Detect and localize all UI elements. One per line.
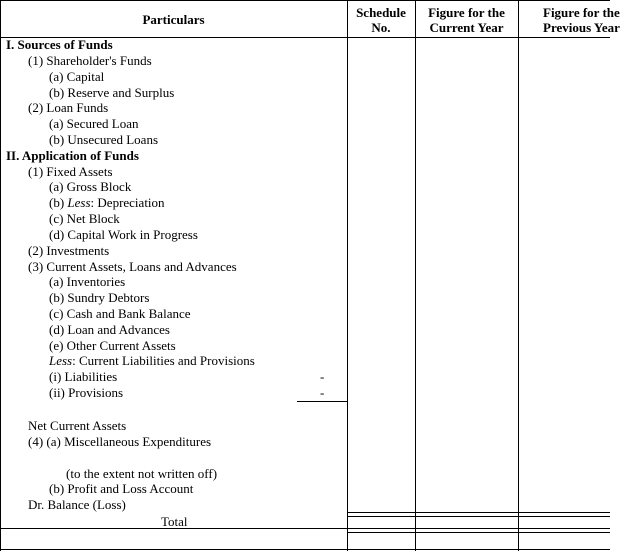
row-not-written-off: (to the extent not written off) — [66, 466, 218, 481]
table-bottom-rule-1 — [0, 528, 610, 529]
provisions-dash: - — [320, 385, 325, 400]
header-schedule-line-2: No. — [371, 20, 391, 35]
total-top-rule-2 — [347, 516, 610, 517]
header-schedule-line-1: Schedule — [356, 5, 406, 20]
table-bottom-rule-2 — [347, 532, 610, 533]
row-inventories: (a) Inventories — [49, 274, 126, 289]
column-divider-1 — [347, 0, 348, 551]
row-net-block: (c) Net Block — [49, 211, 120, 226]
row-fixed-assets: (1) Fixed Assets — [28, 164, 113, 179]
row-profit-loss: (b) Profit and Loss Account — [49, 481, 194, 496]
row-sources-of-funds: I. Sources of Funds — [6, 37, 113, 52]
header-schedule — [347, 5, 415, 35]
row-dr-balance: Dr. Balance (Loss) — [28, 497, 126, 512]
row-depreciation — [49, 195, 165, 210]
row-cash-bank: (c) Cash and Bank Balance — [49, 306, 191, 321]
column-divider-3 — [518, 0, 519, 551]
row-shareholders-funds: (1) Shareholder's Funds — [28, 53, 152, 68]
row-application-of-funds: II. Application of Funds — [6, 148, 139, 163]
table-left-border — [0, 0, 1, 551]
header-previous-line-2: Previous Year — [543, 20, 620, 35]
row-investments: (2) Investments — [28, 243, 110, 258]
row-gross-block: (a) Gross Block — [49, 179, 132, 194]
row-less-current-liabilities — [49, 353, 255, 368]
column-divider-2 — [415, 0, 416, 551]
liabilities-dash: - — [320, 369, 325, 384]
row-misc-expenditures: (4) (a) Miscellaneous Expenditures — [28, 434, 212, 449]
header-current-line-1: Figure for the — [428, 5, 505, 20]
header-current-year — [415, 5, 518, 35]
row-current-assets: (3) Current Assets, Loans and Advances — [28, 259, 237, 274]
provisions-underline — [297, 401, 347, 402]
row-total: Total — [161, 514, 188, 529]
row-depreciation-suffix: : Depreciation — [90, 195, 165, 210]
row-unsecured-loans: (b) Unsecured Loans — [49, 132, 159, 147]
row-liabilities: (i) Liabilities — [49, 369, 118, 384]
row-secured-loan: (a) Secured Loan — [49, 116, 139, 131]
row-other-current-assets: (e) Other Current Assets — [49, 338, 176, 353]
row-provisions: (ii) Provisions — [49, 385, 124, 400]
row-loan-advances: (d) Loan and Advances — [49, 322, 170, 337]
row-capital-wip: (d) Capital Work in Progress — [49, 227, 198, 242]
row-capital: (a) Capital — [49, 69, 105, 84]
row-net-current-assets: Net Current Assets — [28, 418, 127, 433]
row-loan-funds: (2) Loan Funds — [28, 100, 109, 115]
total-top-rule-1 — [347, 512, 610, 513]
row-reserve-surplus: (b) Reserve and Surplus — [49, 85, 175, 100]
header-current-line-2: Current Year — [429, 20, 504, 35]
row-depreciation-less: Less — [67, 195, 91, 210]
row-less-italic: Less — [49, 353, 73, 368]
row-less-suffix: : Current Liabilities and Provisions — [72, 353, 255, 368]
header-previous-line-1: Figure for the — [543, 5, 620, 20]
header-particulars: Particulars — [142, 12, 205, 27]
table-bottom-border — [0, 549, 610, 550]
row-sundry-debtors: (b) Sundry Debtors — [49, 290, 150, 305]
row-depreciation-prefix: (b) — [49, 195, 68, 210]
header-previous-year — [518, 5, 630, 35]
